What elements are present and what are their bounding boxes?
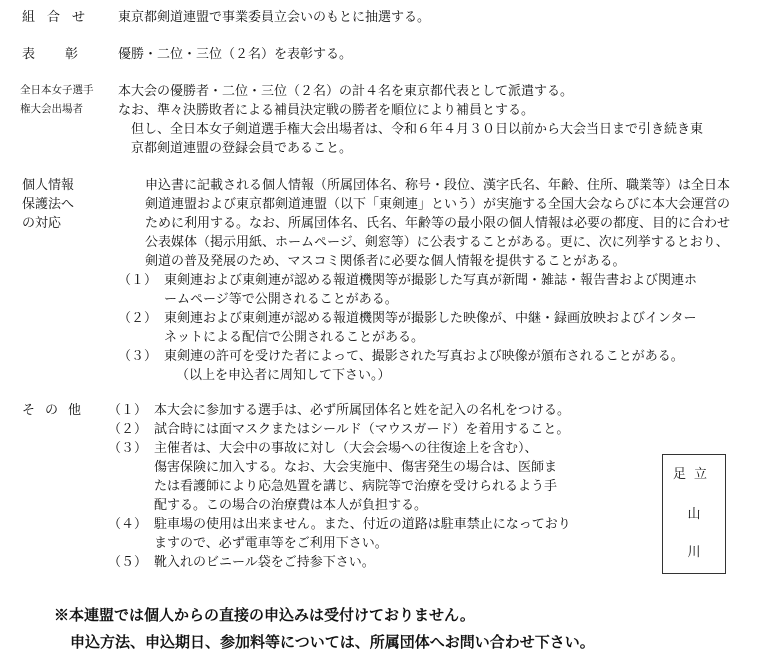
- item-text-cont: たは看護師により応急処置を講じ、病院等で治療を受けられるよう手: [154, 479, 558, 494]
- item-number: （２）: [108, 422, 148, 437]
- shutsujo-line: 本大会の優勝者・二位・三位（２名）の計４名を東京都代表として派遣する。: [118, 84, 574, 99]
- stamp-line-3: 川: [687, 545, 701, 560]
- kojin-line: 申込書に記載される個人情報（所属団体名、称号・段位、漢字氏名、年齢、住所、職業等）は全日本: [145, 178, 731, 193]
- item-number: （４）: [108, 517, 148, 532]
- kojin-items: [118, 271, 740, 385]
- label-hyosho: 表彰: [22, 47, 109, 62]
- item-text: 東剣連および東剣連が認める報道機関等が撮影した映像が、中継・録画放映およびインター: [164, 311, 697, 326]
- text-shutsujo: [118, 82, 720, 158]
- venue-stamp-box: [662, 454, 726, 574]
- kojin-line: 公表媒体（掲示用紙、ホームページ、剣窓等）に公表することがある。更に、次に列挙するとおり、: [145, 235, 729, 250]
- footer-note-1: ※本連盟では個人からの直接の申込みは受付けておりません。: [54, 606, 475, 624]
- label-kojin-3: の対応: [22, 216, 62, 231]
- item-text: 試合時には面マスクまたはシールド（マウスガード）を着用すること。: [154, 422, 570, 437]
- text-kumiawase: 東京都剣道連盟で事業委員立会いのもとに抽選する。: [118, 10, 431, 25]
- item-number: （２）: [118, 311, 158, 326]
- item-text: 靴入れのビニール袋をご持参下さい。: [154, 555, 375, 570]
- label-shutsujo-1: 全日本女子選手: [20, 84, 94, 96]
- sonota-items: [108, 401, 720, 572]
- sonota-item: [108, 515, 720, 534]
- shutsujo-line: 京都剣道連盟の登録会員であること。: [131, 141, 353, 156]
- item-text: 東剣連および東剣連が認める報道機関等が撮影した写真が新聞・雑誌・報告書および関連ホ: [164, 273, 698, 288]
- item-number: （３）: [108, 441, 148, 456]
- item-text: 主催者は、大会中の事故に対し（大会会場への往復途上を含む）、: [154, 441, 538, 456]
- item-text: 東剣連の許可を受けた者によって、撮影された写真および映像が頒布されることがある。: [164, 349, 684, 364]
- label-kojin-2: 保護法へ: [22, 197, 75, 212]
- item-text-cont: 傷害保険に加入する。なお、大会実施中、傷害発生の場合は、医師ま: [154, 460, 558, 475]
- item-text-cont: ームページ等で公開されることがある。: [164, 292, 398, 307]
- stamp-line-2: 山: [687, 507, 701, 522]
- shutsujo-line: 但し、全日本女子剣道選手権大会出場者は、令和６年４月３０日以前から大会当日まで引き続き東: [131, 122, 704, 137]
- text-hyosho: 優勝・二位・三位（２名）を表彰する。: [118, 47, 353, 62]
- sonota-item: [108, 439, 720, 458]
- item-text-cont: ますので、必ず電車等をご利用下さい。: [154, 536, 388, 551]
- sonota-item: [108, 401, 720, 420]
- label-sonota: その他: [22, 403, 92, 418]
- label-kumiawase: 組合せ: [22, 10, 98, 25]
- kojin-line: 剣道の普及発展のため、マスコミ関係者に必要な個人情報を提供することがある。: [145, 254, 626, 269]
- sonota-item: [108, 420, 720, 439]
- item-text-cont: ネットによる配信で公開されることがある。: [164, 330, 425, 345]
- kojin-line: ために利用する。なお、所属団体名、氏名、年齢等の最小限の個人情報は必要の都度、目的に合わせ: [145, 216, 731, 231]
- item-text: 駐車場の使用は出来ません。また、付近の道路は駐車禁止になっており: [154, 517, 571, 532]
- kojin-item: [118, 271, 740, 290]
- item-number: （１）: [118, 273, 158, 288]
- kojin-line: 剣道連盟および東京都剣道連盟（以下「東剣連」という）が実施する全国大会ならびに本大会運営の: [145, 197, 731, 212]
- item-text-cont: （以上を申込者に周知して下さい。）: [176, 368, 391, 383]
- label-kojin-1: 個人情報: [22, 178, 75, 193]
- shutsujo-line: なお、準々決勝敗者による補員決定戦の勝者を順位により補員とする。: [118, 103, 535, 118]
- item-number: （５）: [108, 555, 148, 570]
- stamp-line-1: 足立: [672, 467, 715, 482]
- text-kojin: [145, 176, 740, 271]
- label-shutsujo-2: 権大会出場者: [20, 103, 83, 115]
- kojin-item: [118, 309, 740, 328]
- item-text-cont: 配する。この場合の治療費は本人が負担する。: [154, 498, 428, 513]
- item-number: （１）: [108, 403, 148, 418]
- sonota-item: [108, 553, 720, 572]
- kojin-item: [118, 347, 740, 366]
- item-text: 本大会に参加する選手は、必ず所属団体名と姓を記入の名札をつける。: [154, 403, 571, 418]
- footer-note-2: 申込方法、申込期日、参加料等については、所属団体へお問い合わせ下さい。: [70, 633, 595, 651]
- item-number: （３）: [118, 349, 158, 364]
